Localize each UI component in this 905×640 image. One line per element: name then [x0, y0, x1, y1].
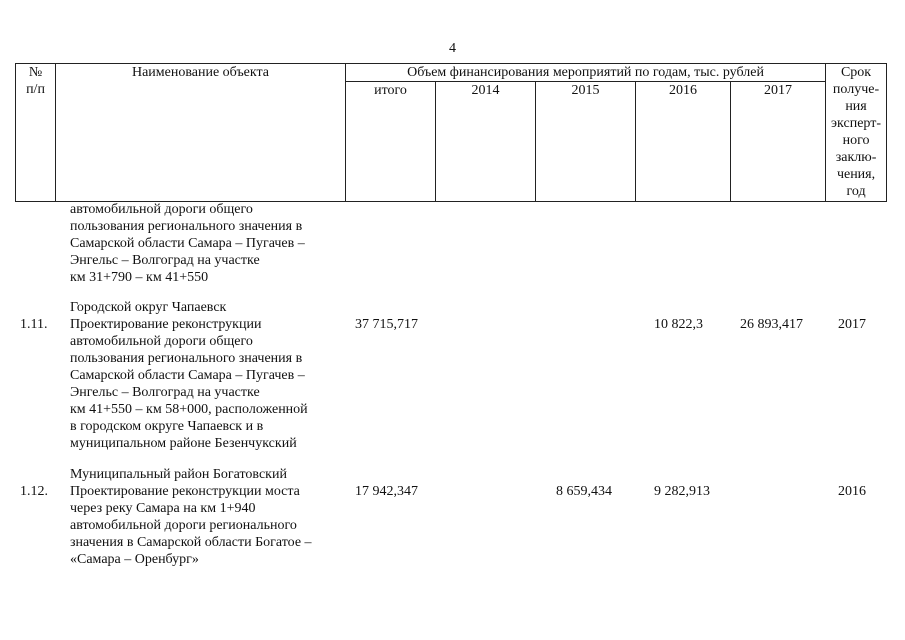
header-2016: 2016 — [636, 82, 731, 202]
row-total: 37 715,717 — [355, 317, 418, 332]
row-district: Муниципальный район Богатовский — [70, 467, 287, 482]
header-2017: 2017 — [731, 82, 826, 202]
row-name: Проектирование реконструкции автомобильной дороги общего пользования регионального значения в Самарской области Самара – Пугачев – Энгельс – Волгоград на участке км 41+550 – км 58+000, расположенной в городском округе Чапаевск и в муниципальном районе Безенчукский — [70, 317, 308, 451]
row-term: 2017 — [838, 317, 866, 332]
continued-text: автомобильной дороги общего пользования регионального значения в Самарской области Самара – Пугачев – Энгельс – Волгоград на участке км 31+790 – км 41+550 — [70, 202, 305, 285]
header-financing: Объем финансирования мероприятий по годам, тыс. рублей — [346, 64, 826, 82]
table-header — [15, 63, 887, 202]
row-2016: 10 822,3 — [654, 317, 703, 332]
row-name: Проектирование реконструкции моста через реку Самара на км 1+940 автомобильной дороги регионального значения в Самарской области Богатое – «Самара – Оренбург» — [70, 484, 312, 567]
row-num: 1.12. — [20, 484, 48, 499]
header-num: № п/п — [16, 64, 56, 202]
row-term: 2016 — [838, 484, 866, 499]
row-total: 17 942,347 — [355, 484, 418, 499]
row-2017: 26 893,417 — [740, 317, 803, 332]
row-district: Городской округ Чапаевск — [70, 300, 227, 315]
header-total: итого — [346, 82, 436, 202]
header-name: Наименование объекта — [56, 64, 346, 202]
row-2016: 9 282,913 — [654, 484, 710, 499]
row-num: 1.11. — [20, 317, 48, 332]
header-2014: 2014 — [436, 82, 536, 202]
header-2015: 2015 — [536, 82, 636, 202]
page-number: 4 — [449, 41, 456, 56]
row-2015: 8 659,434 — [556, 484, 612, 499]
header-term: Срок получе- ния эксперт- ного заклю- чения, год — [826, 64, 887, 202]
